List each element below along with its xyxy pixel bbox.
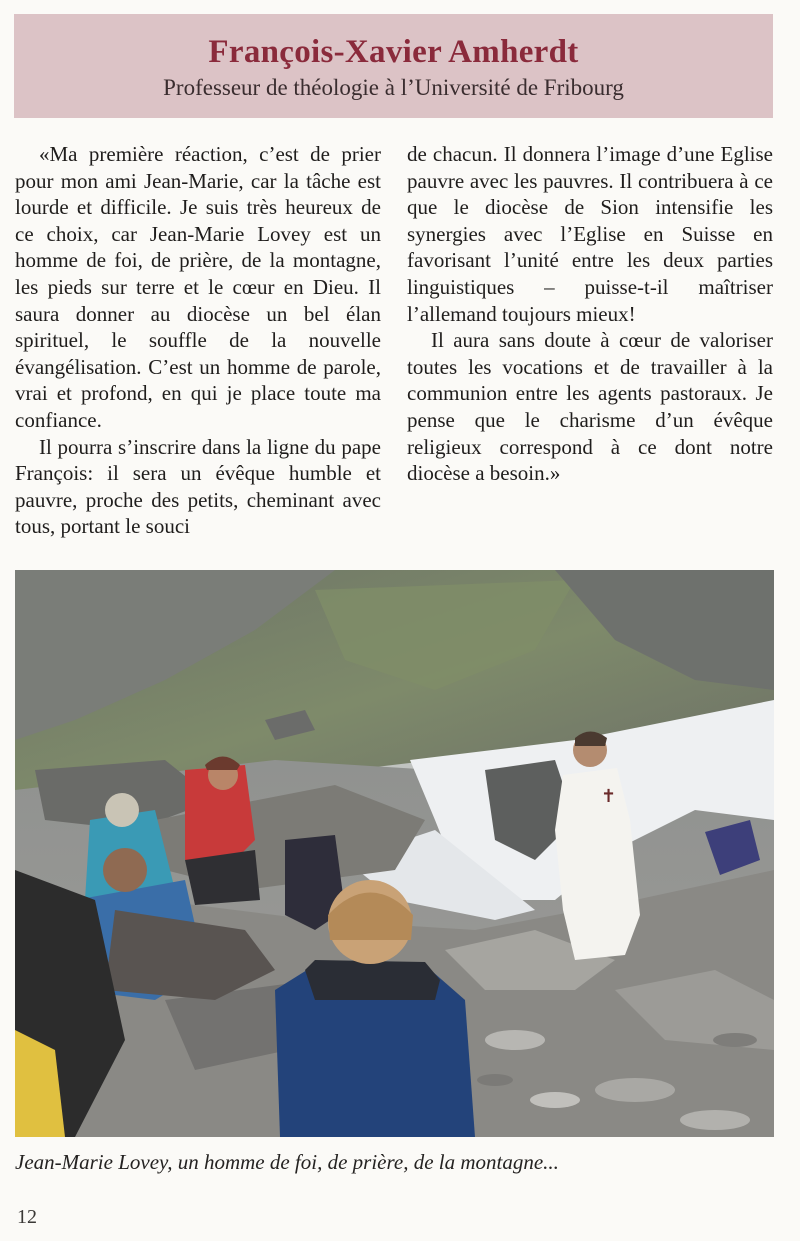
mountain-mass-photo	[15, 570, 774, 1137]
paragraph: «Ma première réaction, c’est de prier pour mon ami Jean-Marie, car la tâche est lourde et difficile. Je suis très heureux de ce choix, car Jean-Marie Lovey est un homme de foi, de prière, de la montagne, les pieds sur terre et le cœur en Dieu. Il saura donner au diocèse un bel élan spirituel, le souffle de la nouvelle évangélisation. C’est un homme de parole, vrai et profond, en qui je place toute ma confiance.	[15, 142, 381, 432]
article-column-right	[407, 141, 773, 487]
paragraph: Il pourra s’inscrire dans la ligne du pape François: il sera un évêque humble et pauvre, proche des petits, cheminant avec tous, portant le souci	[15, 434, 381, 539]
page-number: 12	[17, 1206, 37, 1228]
author-role: Professeur de théologie à l’Université de Fribourg	[163, 75, 624, 100]
article-header	[14, 14, 773, 118]
paragraph: de chacun. Il donnera l’image d’une Eglise pauvre avec les pauvres. Il contribuera à ce que le diocèse de Sion intensifie les synergies avec l’Eglise en Suisse en favorisant l’unité entre les deux parties linguistiques – puisse-t-il maîtriser l’allemand toujours mieux!	[407, 142, 773, 326]
photo-caption: Jean-Marie Lovey, un homme de foi, de prière, de la montagne...	[15, 1150, 559, 1174]
svg-text:✝: ✝	[601, 786, 617, 807]
author-name: François-Xavier Amherdt	[208, 34, 579, 70]
paragraph: Il aura sans doute à cœur de valoriser toutes les vocations et de travailler à la communion entre les agents pastoraux. Je pense que le charisme d’un évêque religieux correspond à ce dont notre diocèse a besoin.»	[407, 328, 773, 486]
article-column-left	[15, 141, 381, 540]
